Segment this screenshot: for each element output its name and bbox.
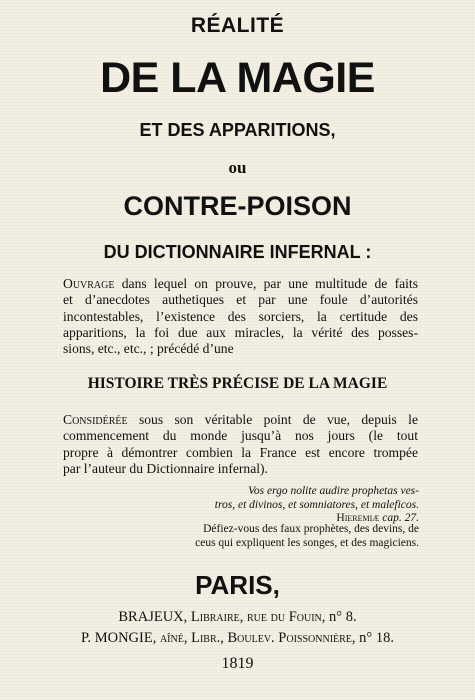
title-line-de-la-magie: DE LA MAGIE (100, 54, 375, 102)
imprint-publisher-brajeux: BRAJEUX, Libraire, rue du Fouin, n° 8. (118, 609, 357, 625)
description-line: sions, etc., etc., ; précédé d’une (63, 341, 234, 357)
french-epigraph-line: Défiez-vous des faux prophètes, des devins, de (203, 523, 419, 535)
title-line-realite: RÉALITÉ (190, 14, 285, 37)
considered-first-word: Considérée (63, 412, 128, 427)
considered-line: propre à démontrer combien la France est encore trompée (63, 444, 418, 460)
french-epigraph-line: ceus qui expliquent les songes, et des magiciens. (195, 536, 419, 549)
latin-epigraph-line: Vos ergo nolite audire prophetas ves- (248, 485, 419, 497)
description-paragraph (63, 276, 418, 357)
description-line: et d’anecdotes authetiques et par une foule d’autorités (63, 292, 418, 308)
considered-line: commencement du monde jusqu’à nos jours (le tout (63, 428, 418, 444)
title-line-apparitions: ET DES APPARITIONS, (139, 120, 336, 140)
title-line-contre-poison: CONTRE-POISON (123, 191, 352, 221)
considered-line: Considérée sous son véritable point de vue, depuis le (63, 412, 418, 427)
latin-epigraph-source: Hieremiæ cap. 27. (336, 512, 419, 524)
description-line: incontestables, l’existence des sorciers, la certitude des (63, 308, 418, 324)
considered-paragraph (63, 412, 418, 477)
imprint-publisher-mongie: P. MONGIE, aîné, Libr., Boulev. Poissonnière, n° 18. (81, 630, 394, 646)
french-epigraph (0, 523, 475, 550)
imprint-place: PARIS, (195, 570, 280, 600)
considered-line: par l’auteur du Dictionnaire infernal). (63, 460, 268, 476)
history-heading: HISTOIRE TRÈS PRÉCISE DE LA MAGIE (87, 375, 388, 392)
description-first-word: Ouvrage (63, 276, 115, 291)
title-line-ou: ou (228, 158, 247, 177)
description-line: Ouvrage dans lequel on prouve, par une multitude de faits (63, 276, 418, 291)
description-line: apparitions, la foi due aux miracles, la vérité des posses- (63, 324, 418, 340)
latin-epigraph (0, 485, 475, 526)
latin-epigraph-line: tros, et divinos, et somniatores, et maleficos. (214, 498, 419, 511)
imprint-year: 1819 (221, 655, 254, 672)
title-line-dictionnaire: DU DICTIONNAIRE INFERNAL : (103, 242, 372, 262)
